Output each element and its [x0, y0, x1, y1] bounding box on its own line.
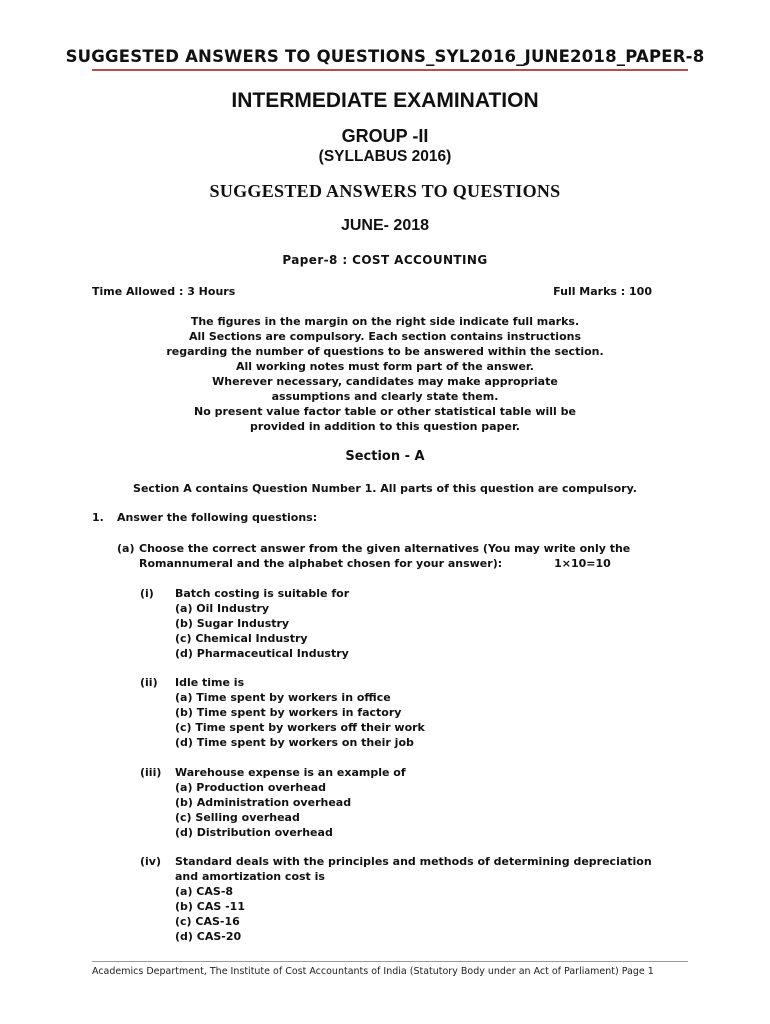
option: (b) Administration overhead — [175, 796, 352, 809]
question-stem-cont: and amortization cost is — [175, 870, 325, 883]
option: (a) Oil Industry — [175, 602, 270, 615]
session-title: JUNE- 2018 — [340, 217, 430, 234]
part-label: (a) — [117, 542, 135, 555]
section-note: Section A contains Question Number 1. All parts of this question are compulsory. — [133, 482, 637, 495]
instructions — [0, 314, 770, 434]
instruction-line: The figures in the margin on the right side indicate full marks. — [190, 315, 580, 328]
question-stem: Warehouse expense is an example of — [175, 766, 406, 779]
roman-numeral: (i) — [140, 587, 154, 600]
instruction-line: No present value factor table or other statistical table will be — [194, 405, 576, 418]
option: (d) CAS-20 — [175, 930, 242, 943]
question-stem: Standard deals with the principles and methods of determining depreciation — [175, 855, 652, 868]
question-number: 1. — [92, 511, 104, 524]
option: (d) Time spent by workers on their job — [175, 736, 414, 749]
exam-title: INTERMEDIATE EXAMINATION — [231, 89, 539, 112]
option: (d) Pharmaceutical Industry — [175, 647, 349, 660]
question-text: Answer the following questions: — [117, 511, 318, 524]
instruction-line: Wherever necessary, candidates may make appropriate — [212, 375, 558, 388]
roman-numeral: (iv) — [140, 855, 161, 868]
roman-numeral: (ii) — [140, 676, 158, 689]
option: (c) Chemical Industry — [175, 632, 308, 645]
syllabus-title: (SYLLABUS 2016) — [318, 148, 452, 165]
instruction-line: All working notes must form part of the answer. — [236, 360, 534, 373]
option: (b) CAS -11 — [175, 900, 245, 913]
instruction-line: regarding the number of questions to be answered within the section. — [166, 345, 604, 358]
question-stem: Batch costing is suitable for — [175, 587, 350, 600]
option: (c) CAS-16 — [175, 915, 240, 928]
option: (c) Selling overhead — [175, 811, 300, 824]
full-marks: Full Marks : 100 — [553, 285, 652, 298]
option: (c) Time spent by workers off their work — [175, 721, 425, 734]
running-header: SUGGESTED ANSWERS TO QUESTIONS_SYL2016_JUNE2018_PAPER-8 — [65, 47, 705, 66]
option: (b) Sugar Industry — [175, 617, 290, 630]
group-title: GROUP -II — [341, 126, 429, 146]
header-rule — [92, 69, 688, 71]
page-footer: Academics Department, The Institute of Cost Accountants of India (Statutory Body under an Act of Parliament) Page 1 — [92, 966, 654, 977]
part-a-line2: Romannumeral and the alphabet chosen for your answer): 1×10=10 — [139, 557, 611, 570]
instruction-line: All Sections are compulsory. Each section contains instructions — [188, 330, 582, 343]
question-stem: Idle time is — [175, 676, 245, 689]
instruction-line: provided in addition to this question paper. — [250, 420, 520, 433]
document-subtitle: SUGGESTED ANSWERS TO QUESTIONS — [209, 181, 561, 201]
part-a-marks: 1×10=10 — [554, 557, 611, 570]
section-title: Section - A — [345, 449, 425, 464]
paper-title: Paper-8 : COST ACCOUNTING — [282, 253, 488, 267]
part-a-line1: Choose the correct answer from the given alternatives (You may write only the — [139, 542, 631, 555]
option: (b) Time spent by workers in factory — [175, 706, 402, 719]
option: (a) Production overhead — [175, 781, 327, 794]
option: (a) CAS-8 — [175, 885, 234, 898]
roman-numeral: (iii) — [140, 766, 162, 779]
instruction-line: assumptions and clearly state them. — [271, 390, 499, 403]
option: (a) Time spent by workers in office — [175, 691, 391, 704]
option: (d) Distribution overhead — [175, 826, 333, 839]
footer-rule — [92, 961, 688, 962]
time-allowed: Time Allowed : 3 Hours — [92, 285, 236, 298]
